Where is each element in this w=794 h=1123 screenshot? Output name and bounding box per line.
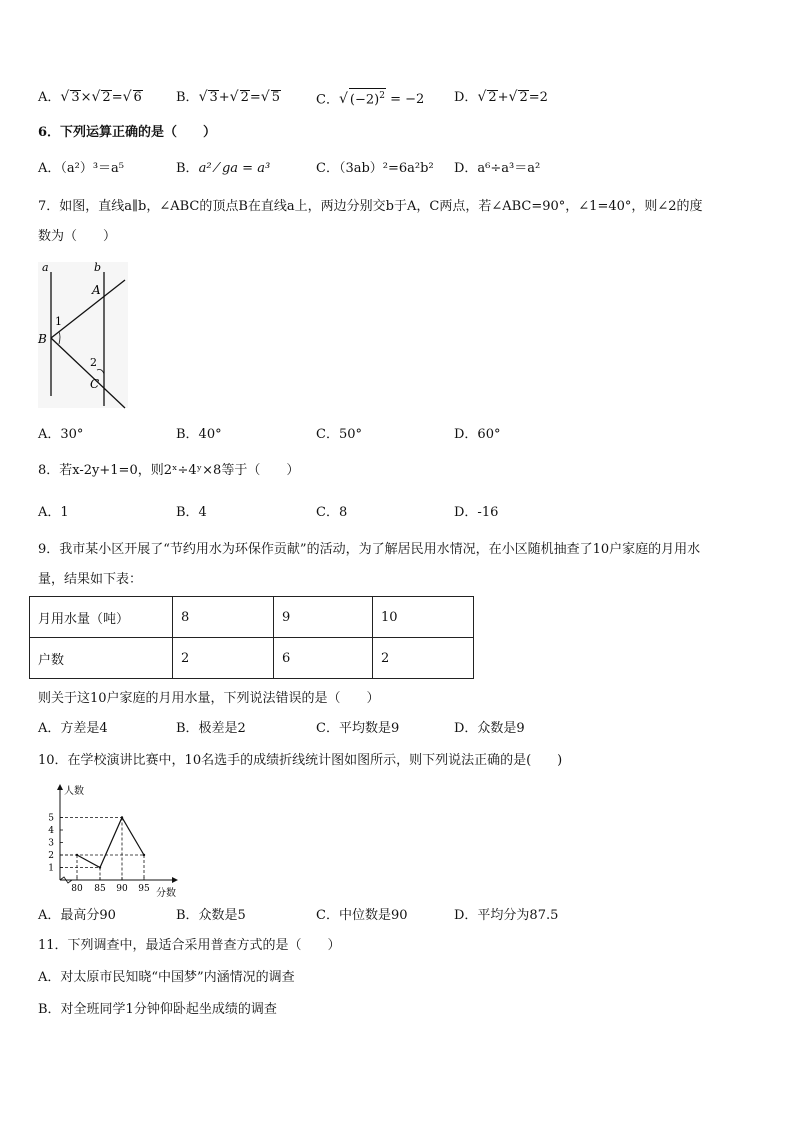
x-tick-label: 80	[71, 884, 83, 894]
q7-option-b: B．40°	[176, 427, 222, 442]
q11-option-a: A．对太原市民知晓“中国梦”内涵情况的调查	[38, 970, 295, 985]
data-point	[76, 854, 78, 856]
label-C: C	[90, 377, 100, 391]
q11-option-b: B．对全班同学1分钟仰卧起坐成绩的调查	[38, 1002, 277, 1017]
label-A: A	[92, 283, 101, 297]
y-tick-label: 5	[48, 813, 54, 824]
q9-option-d: D．众数是9	[454, 721, 525, 736]
table-cell: 9	[274, 597, 373, 638]
q7-stem-line1: 7．如图，直线a∥b，∠ABC的顶点B在直线a上，两边分别交b于A，C两点，若∠ABC=90°，∠1=40°，则∠2的度	[38, 199, 703, 214]
label-angle-2: 2	[90, 356, 97, 369]
table-row	[30, 597, 474, 638]
q9-stem-line2: 量，结果如下表：	[38, 572, 143, 587]
label-b: b	[94, 261, 102, 274]
q5-option-b: B．√ 3+√ 2=√ 5	[176, 89, 280, 105]
x-axis-arrow	[172, 877, 178, 883]
y-tick-label: 2	[48, 851, 54, 861]
q9-water-table	[29, 596, 474, 679]
label-a: a	[42, 261, 49, 274]
q6-option-c: C．（3ab）²=6a²b²	[316, 161, 434, 176]
data-point	[99, 866, 101, 868]
x-tick-label: 85	[94, 884, 106, 894]
q6-stem: 6．下列运算正确的是（ ）	[38, 125, 217, 140]
y-axis-arrow	[57, 784, 63, 790]
q7-geometry-figure	[36, 258, 132, 410]
label-angle-1: 1	[55, 315, 62, 328]
q8-stem: 8．若x-2y+1=0，则2ˣ÷4ʸ×8等于（ ）	[38, 463, 300, 478]
q6-option-d: D．a⁶÷a³＝a²	[454, 161, 541, 176]
q5-option-d: D．√ 2+√ 2=2	[454, 89, 548, 105]
q5-option-c: C．√ $(-2)^2 = -2$	[316, 88, 424, 109]
q6-option-a: A．（a²）³＝a⁵	[38, 161, 125, 176]
label-B: B	[38, 332, 47, 346]
q8-option-d: D．-16	[454, 505, 499, 520]
q10-line-chart	[40, 780, 190, 900]
table-cell: 8	[173, 597, 274, 638]
q11-stem: 11．下列调查中，最适合采用普查方式的是（ ）	[38, 938, 341, 953]
q10-option-b: B．众数是5	[176, 908, 246, 923]
table-cell: 2	[173, 638, 274, 679]
x-tick-label: 95	[138, 884, 150, 894]
x-axis-label: 分数	[156, 888, 176, 899]
q6-option-b: B．a² ⁄ ga = a³	[176, 161, 271, 176]
q7-option-c: C．50°	[316, 427, 362, 442]
q7-stem-line2: 数为（ ）	[38, 229, 117, 244]
q10-option-a: A．最高分90	[38, 908, 116, 923]
q9-question: 则关于这10户家庭的月用水量，下列说法错误的是（ ）	[38, 691, 380, 706]
q7-option-a: A．30°	[38, 427, 84, 442]
table-cell: 户数	[30, 638, 173, 679]
table-row	[30, 638, 474, 679]
table-cell: 10	[373, 597, 474, 638]
q8-option-c: C．8	[316, 505, 348, 520]
q8-option-a: A．1	[38, 505, 69, 520]
q10-stem: 10．在学校演讲比赛中，10名选手的成绩折线统计图如图所示，则下列说法正确的是( )	[38, 753, 563, 768]
x-tick-label: 90	[116, 884, 128, 894]
y-tick-label: 4	[48, 826, 54, 836]
y-axis-label: 人数	[64, 786, 84, 797]
q10-option-d: D．平均分为87.5	[454, 908, 559, 923]
q9-option-b: B．极差是2	[176, 721, 246, 736]
q9-option-a: A．方差是4	[38, 721, 108, 736]
q7-option-d: D．60°	[454, 427, 501, 442]
data-point	[121, 816, 123, 818]
q8-option-b: B．4	[176, 505, 207, 520]
series-line	[77, 818, 144, 868]
table-cell: 月用水量（吨）	[30, 597, 173, 638]
q5-option-a: A．√ 3×√ 2=√ 6	[38, 89, 142, 105]
y-tick-label: 1	[48, 863, 54, 874]
q9-stem-line1: 9．我市某小区开展了“节约用水为环保作贡献”的活动，为了解居民用水情况，在小区随机抽查了10户家庭的月用水	[38, 542, 701, 557]
y-tick-label: 3	[48, 838, 54, 849]
table-cell: 2	[373, 638, 474, 679]
table-cell: 6	[274, 638, 373, 679]
data-point	[143, 854, 145, 856]
q10-option-c: C．中位数是90	[316, 908, 408, 923]
q9-option-c: C．平均数是9	[316, 721, 400, 736]
